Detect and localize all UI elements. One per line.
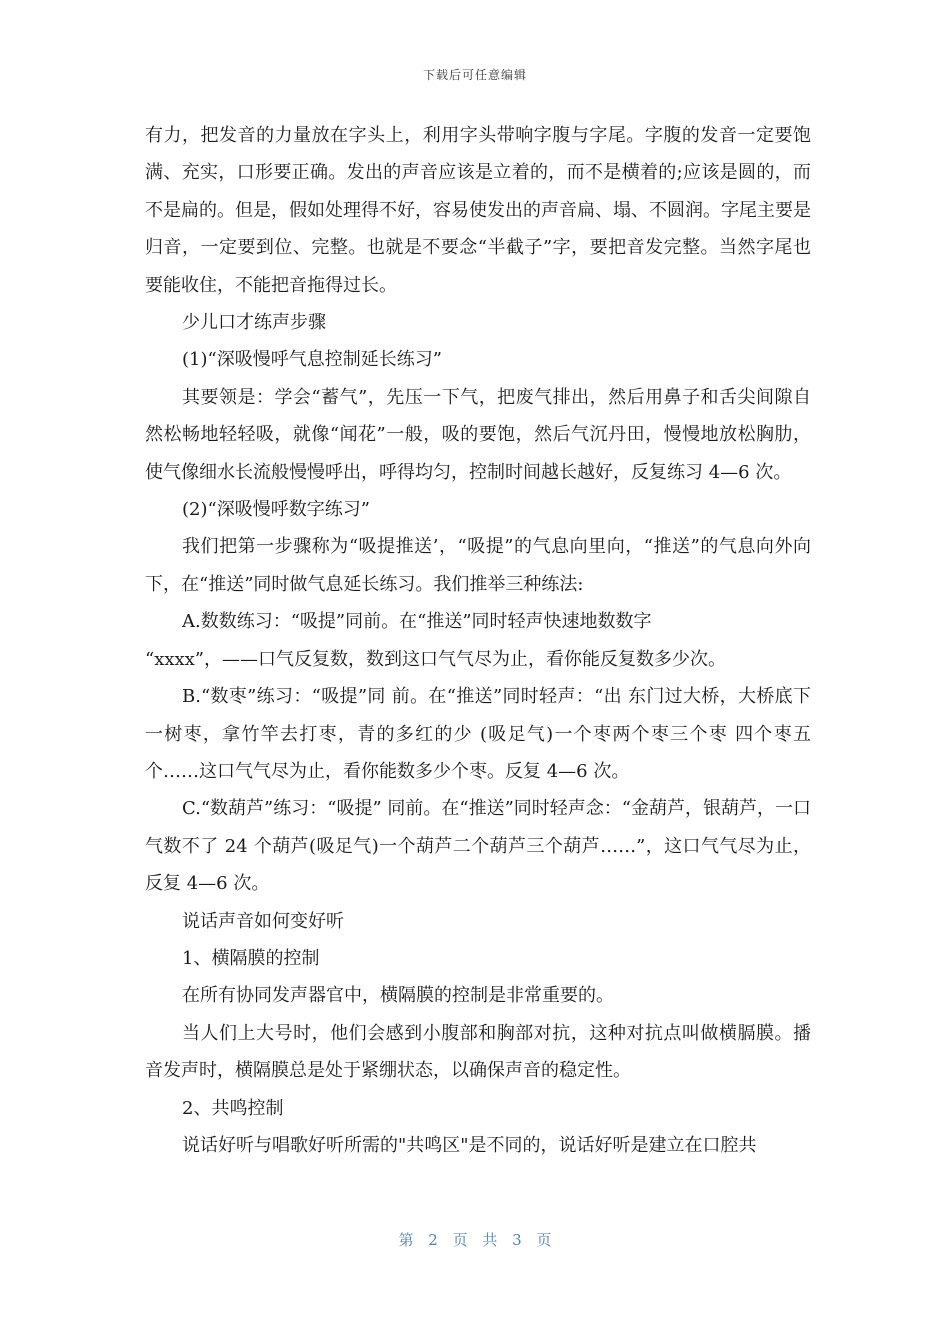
paragraph: 其要领是：学会“蓄气”，先压一下气，把废气排出，然后用鼻子和舌尖间隙自然松畅地轻轻吸，就像“闻花”一般，吸的要饱，然后气沉丹田，慢慢地放松胸肋，使气像细水长流般慢慢呼出，呼得均匀，控制时间越长越好，反复练习 4—6 次。 xyxy=(145,386,811,483)
subsection-heading: 2、共鸣控制 xyxy=(182,1097,284,1119)
document-body xyxy=(145,117,811,1164)
page-header: 下载后可任意编辑 xyxy=(422,68,527,82)
paragraph: 说话好听与唱歌好听所需的"共鸣区"是不同的，说话好听是建立在口腔共 xyxy=(182,1134,757,1156)
paragraph: 当人们上大号时，他们会感到小腹部和胸部对抗，这种对抗点叫做横膈膜。播音发声时，横隔膜总是处于紧绷状态，以确保声音的稳定性。 xyxy=(145,1022,811,1082)
section-heading: 说话声音如何变好听 xyxy=(182,910,344,932)
paragraph: 有力，把发音的力量放在字头上，利用字头带响字腹与字尾。字腹的发音一定要饱满、充实，口形要正确。发出的声音应该是立着的，而不是横着的;应该是圆的，而不是扁的。但是，假如处理得不好，容易使发出的声音扁、塌、不圆润。字尾主要是归音，一定要到位、完整。也就是不要念“半截子”字，要把音发完整。当然字尾也要能收住，不能把音拖得过长。 xyxy=(145,125,811,296)
paragraph: B.“数枣”练习：“吸提”同 前。在“推送”同时轻声：“出 东门过大桥，大桥底下一树枣，拿竹竿去打枣，青的多红的少 (吸足气)一个枣两个枣三个枣 四个枣五个……这口气气尽为止，看你能数多少个枣。反复 4—6 次。 xyxy=(145,686,811,782)
paragraph: C.“数葫芦”练习：“吸提” 同前。在“推送”同时轻声念：“金葫芦，银葫芦，一口气数不了 24 个葫芦(吸足气)一个葫芦二个葫芦三个葫芦……”，这口气气尽为止，反复 4—6 次。 xyxy=(145,798,811,895)
subsection-heading: 1、横隔膜的控制 xyxy=(182,947,320,969)
page-number-footer: 第 2 页 共 3 页 xyxy=(398,1231,552,1249)
paragraph: “xxxx”，——口气反复数，数到这口气气尽为止，看你能反复数多少次。 xyxy=(145,648,727,670)
paragraph: 在所有协同发声器官中，横隔膜的控制是非常重要的。 xyxy=(182,985,614,1007)
subsection-heading: (1)“深吸慢呼气息控制延长练习” xyxy=(182,349,442,371)
paragraph: A.数数练习：“吸提”同前。在“推送”同时轻声快速地数数字 xyxy=(182,611,652,633)
subsection-heading: (2)“深吸慢呼数字练习” xyxy=(182,499,370,521)
section-heading: 少儿口才练声步骤 xyxy=(182,312,326,334)
paragraph: 我们把第一步骤称为“吸提推送’，“吸提”的气息向里向，“推送”的气息向外向下，在“推送”同时做气息延长练习。我们推举三种练法: xyxy=(145,536,811,595)
